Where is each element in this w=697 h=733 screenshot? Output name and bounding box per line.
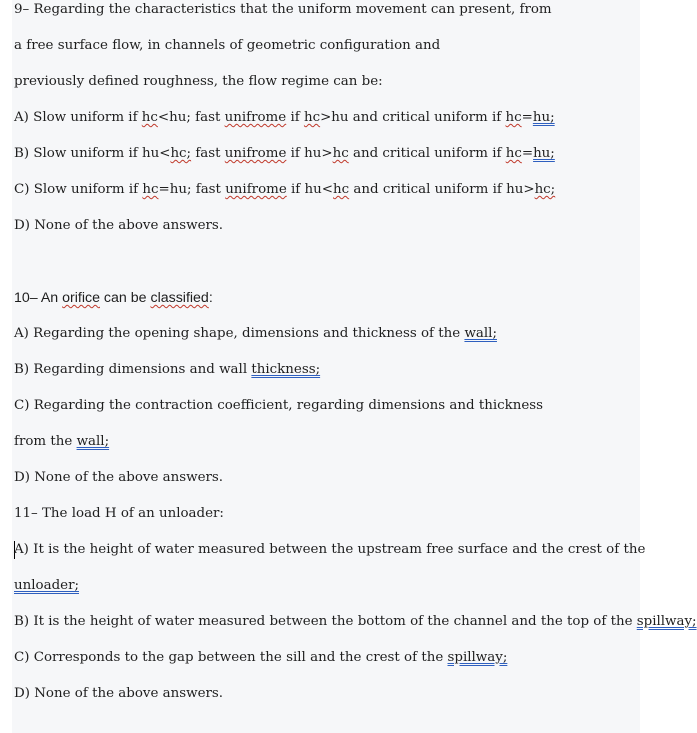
- text: B) Slow uniform if hu<: [14, 146, 171, 161]
- spelling-mark[interactable]: orifice: [62, 290, 100, 306]
- q9-option-c: [14, 181, 555, 199]
- q11-option-c: [14, 649, 507, 667]
- grammar-mark[interactable]: spillway;: [636, 614, 697, 629]
- text: C) Corresponds to the gap between the sill and the crest of the: [14, 650, 448, 665]
- q9-option-b: [14, 145, 555, 163]
- text: from the: [14, 434, 77, 449]
- grammar-mark[interactable]: hu;: [532, 110, 555, 125]
- spelling-mark[interactable]: classified: [150, 290, 209, 306]
- text: B) Regarding dimensions and wall: [14, 362, 252, 377]
- text: and critical uniform if: [348, 146, 506, 161]
- text: if hu<: [286, 182, 333, 197]
- spelling-mark[interactable]: unifrome: [224, 110, 287, 125]
- q11-option-a-line-2: [14, 577, 79, 595]
- text: and critical uniform if hu>: [349, 182, 535, 197]
- spelling-mark[interactable]: hc: [303, 110, 321, 125]
- spelling-mark[interactable]: hc: [332, 146, 349, 161]
- grammar-mark[interactable]: hu;: [533, 146, 555, 161]
- q9-line-3: previously defined roughness, the flow regime can be:: [14, 74, 383, 89]
- grammar-mark[interactable]: thickness;: [251, 362, 321, 377]
- text: =: [521, 146, 534, 161]
- text: C) Slow uniform if: [14, 182, 143, 197]
- text: if: [286, 110, 304, 125]
- q11-title: 11– The load H of an unloader:: [14, 506, 224, 521]
- text: B) It is the height of water measured between the bottom of the channel and the top of the: [14, 614, 637, 629]
- text: :: [208, 290, 213, 306]
- text: =: [521, 110, 533, 125]
- q10-option-a: [14, 325, 497, 343]
- text: <hu; fast: [157, 110, 225, 125]
- text: >hu and critical uniform if: [320, 110, 506, 125]
- spelling-mark[interactable]: unifrome: [224, 146, 287, 161]
- q9-option-d: D) None of the above answers.: [14, 218, 224, 233]
- q11-option-d: D) None of the above answers.: [14, 686, 224, 701]
- text: 10– An: [14, 290, 63, 306]
- spelling-mark[interactable]: hc: [505, 110, 522, 125]
- q10-option-c-line-2: [14, 433, 109, 451]
- q10-title: [14, 289, 213, 307]
- spelling-mark[interactable]: hc: [333, 182, 350, 197]
- q9-line-2: a free surface flow, in channels of geometric configuration and: [14, 38, 441, 53]
- grammar-mark[interactable]: wall;: [464, 326, 497, 341]
- q10-option-d: D) None of the above answers.: [14, 470, 224, 485]
- q9-option-a: [14, 109, 555, 127]
- text: A) Regarding the opening shape, dimensions and thickness of the: [14, 326, 465, 341]
- q11-option-a-line-1: A) It is the height of water measured between the upstream free surface and the crest of the: [14, 542, 646, 557]
- spelling-mark[interactable]: hc: [142, 182, 159, 197]
- spelling-mark[interactable]: hc: [505, 146, 522, 161]
- grammar-mark[interactable]: spillway;: [447, 650, 508, 665]
- text: A) Slow uniform if: [14, 110, 142, 125]
- grammar-mark[interactable]: wall;: [76, 434, 110, 449]
- q10-option-c-line-1: C) Regarding the contraction coefficient, regarding dimensions and thickness: [14, 398, 544, 413]
- q10-option-b: [14, 361, 320, 379]
- spelling-mark[interactable]: unifrome: [225, 182, 287, 197]
- grammar-mark[interactable]: unloader;: [14, 578, 79, 593]
- text: fast: [191, 146, 225, 161]
- spelling-mark[interactable]: hc;: [534, 182, 556, 197]
- q9-line-1: 9– Regarding the characteristics that the uniform movement can present, from: [14, 2, 552, 17]
- q11-option-b: [14, 613, 697, 631]
- text: can be: [99, 290, 151, 306]
- text: =hu; fast: [158, 182, 226, 197]
- spelling-mark[interactable]: hc: [141, 110, 158, 125]
- spelling-mark[interactable]: hc;: [170, 146, 192, 161]
- text: if hu>: [286, 146, 333, 161]
